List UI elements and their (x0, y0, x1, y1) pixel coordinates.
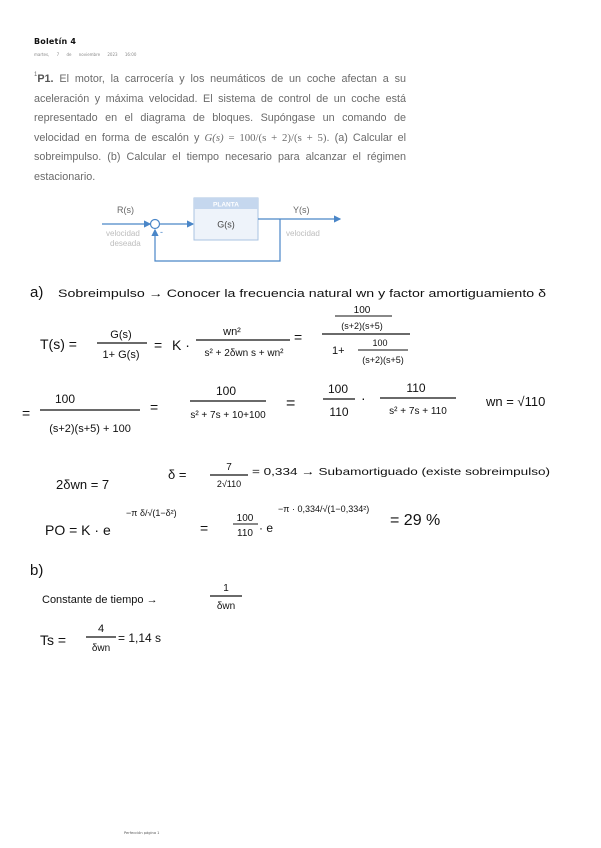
frac3-num-bottom: (s+2)(s+5) (341, 321, 383, 331)
page-footer: Perfección página 1 (124, 831, 160, 835)
summing-junction (151, 220, 160, 229)
eq-3: = (22, 405, 31, 421)
part-b-label: b) (30, 562, 44, 579)
po-exponent-values: −π · 0,334/√(1−0,334²) (278, 504, 370, 514)
line2-frac3-den: 110 (329, 405, 349, 419)
po-lhs: PO = K · e (45, 522, 111, 538)
eq-1: = (154, 337, 163, 353)
input-label: R(s) (117, 205, 134, 215)
time-const-num: 1 (223, 583, 229, 594)
footnote-marker: 1 (34, 72, 38, 78)
line2-frac4-den: s² + 7s + 110 (389, 406, 447, 417)
plant-header-label: PLANTA (213, 201, 239, 209)
zeta-den: 2√110 (216, 479, 242, 489)
transfer-function-rhs: = 100/(s + 2)/(s + 5) (223, 131, 327, 144)
output-label: Y(s) (293, 205, 310, 215)
problem-text-1: El motor, la carrocería y los neumáticos de un coche afectan a su aceleración y máxima velocidad. El sistema de control de un coche está representado en el diagrama de bloques. Supóngase un comando de velocidad en forma de escalón y (34, 73, 406, 144)
plant-block-label: G(s) (217, 219, 235, 230)
output-description: velocidad (286, 229, 320, 238)
page-title: Boletín 4 (34, 37, 77, 46)
frac2-num: wn² (223, 326, 241, 338)
eq-5: = (286, 395, 296, 412)
closed-loop-frac1-num: G(s) (110, 329, 132, 341)
part-a-intro: Sobreimpulso → Conocer la frecuencia natural wn y factor amortiguamiento δ (58, 288, 547, 300)
settling-lhs: Ts = (40, 632, 67, 648)
settling-result: = 1,14 s (118, 631, 162, 645)
eq-6: = (200, 520, 209, 536)
frac3-den-bottom: (s+2)(s+5) (362, 355, 404, 365)
line2-frac4-num: 110 (406, 381, 426, 395)
line2-frac1-num: 100 (54, 392, 76, 406)
dot-1: · (361, 390, 366, 406)
line2-frac2-num: 100 (215, 384, 237, 398)
po-frac-num: 100 (236, 513, 254, 524)
zeta-result: = 0,334 → Subamortiguado (existe sobreimpulso) (252, 467, 550, 478)
po-exponent: −π δ/√(1−δ²) (126, 508, 177, 518)
k-dot: K · (172, 337, 190, 353)
frac3-den-top: 100 (372, 338, 388, 348)
input-description-1: velocidad (106, 229, 140, 238)
problem-text-2: . (a) Calcular el sobreimpulso. (b) Calcular el tiempo necesario para alcanzar el régimen estacionario. (34, 131, 406, 183)
frac3-num-top: 100 (353, 305, 371, 316)
po-dot-e: · e (259, 521, 274, 535)
po-result: = 29 % (390, 512, 441, 529)
block-diagram (100, 193, 350, 268)
closed-loop-frac1-den: 1+ G(s) (102, 349, 140, 361)
problem-number: P1. (37, 73, 54, 85)
frac3-one-plus: 1+ (332, 345, 345, 357)
po-frac-den: 110 (237, 528, 253, 539)
line2-frac2-den: s² + 7s + 10+100 (190, 410, 266, 421)
page-header (34, 37, 136, 57)
page-date: martes, 7 de noviembre 2023 (34, 52, 118, 57)
minus-sign: - (160, 227, 163, 237)
zeta-lhs: 2δwn = 7 (56, 477, 110, 492)
settling-num: 4 (97, 623, 105, 635)
line2-frac3-num: 100 (327, 382, 349, 396)
zeta-num: 7 (226, 462, 232, 473)
line2-frac1-den: (s+2)(s+5) + 100 (49, 423, 131, 435)
eq-4: = (150, 399, 159, 415)
closed-loop-lhs: T(s) = (40, 336, 77, 352)
zeta-eq: δ = (168, 467, 187, 482)
part-b-intro: Constante de tiempo → (42, 594, 158, 606)
settling-den: δwn (91, 643, 111, 654)
handwritten-solution (0, 270, 601, 670)
wn-value: wn = √110 (486, 394, 546, 409)
page-time: 16:00 (124, 52, 137, 57)
transfer-function-lhs: G(s) (204, 131, 224, 144)
time-const-den: δwn (216, 601, 236, 612)
problem-statement (34, 70, 406, 187)
page-meta (34, 52, 136, 57)
input-description-2: deseada (110, 239, 141, 248)
eq-2: = (294, 329, 303, 345)
part-a-label: a) (30, 284, 44, 301)
frac2-den: s² + 2δwn s + wn² (204, 348, 284, 359)
